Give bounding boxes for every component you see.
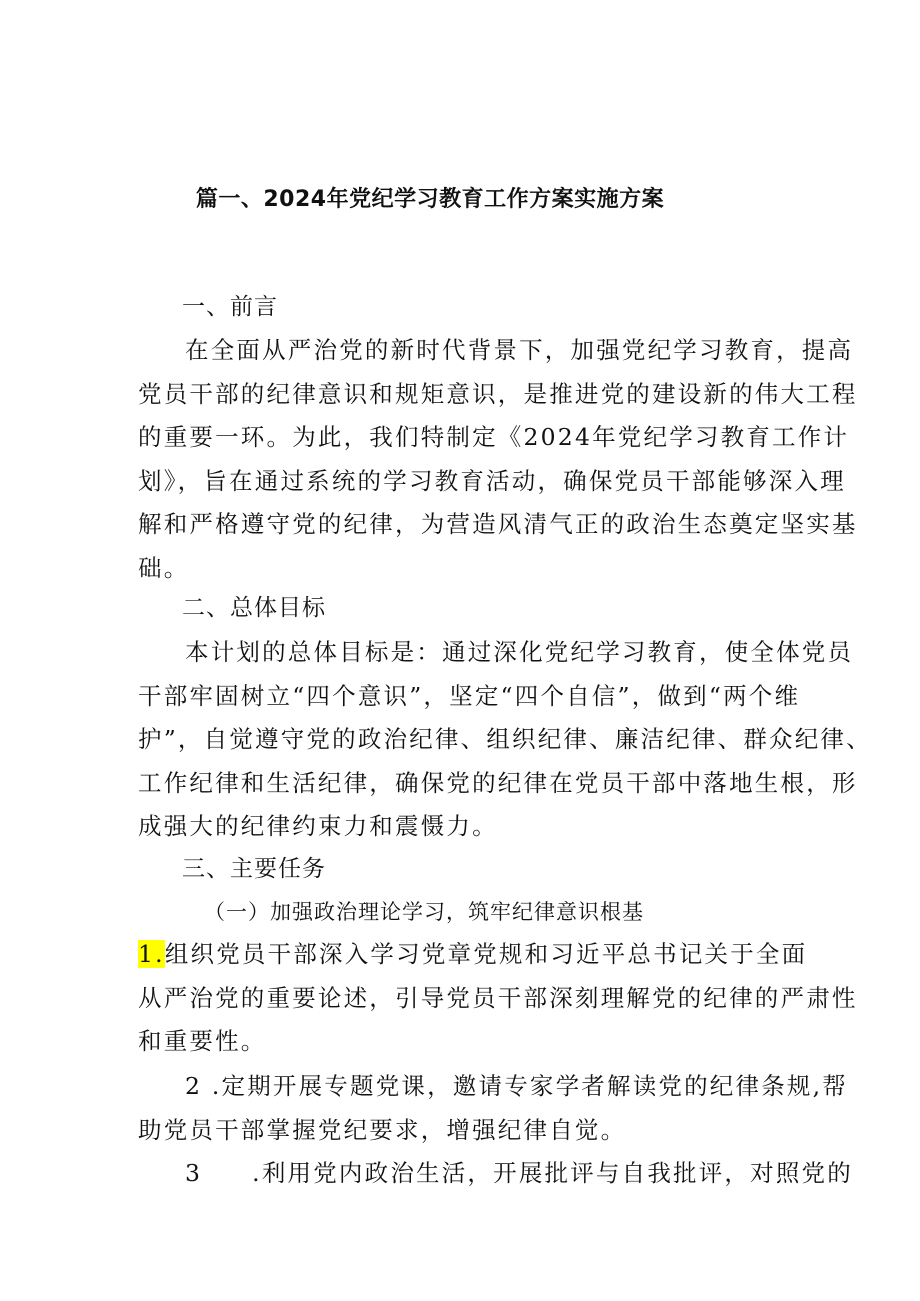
- paragraph-line: 党员干部的纪律意识和规矩意识，是推进党的建设新的伟大工程: [138, 379, 858, 408]
- paragraph-line: 划》，旨在通过系统的学习教育活动，确保党员干部能够深入理: [138, 466, 846, 495]
- task-item-first-line: [138, 1152, 853, 1196]
- paragraph-line: 本计划的总体目标是：通过深化党纪学习教育，使全体党员: [185, 638, 854, 666]
- paragraph-line: 成强大的纪律约束力和震慑力。: [138, 812, 498, 840]
- paragraph-line: 工作纪律和生活纪律，确保党的纪律在党员干部中落地生根，形: [138, 768, 858, 797]
- paragraph-line: 的重要一环。为此，我们特制定《2024年党纪学习教育工作计: [138, 423, 850, 451]
- task-item-2: [138, 1065, 848, 1152]
- task-item-first-line: [138, 933, 808, 977]
- paragraph-line: 护”，自觉遵守党的政治纪律、组织纪律、廉洁纪律、群众纪律、: [138, 725, 872, 753]
- paragraph-line: .定期开展专题党课，邀请专家学者解读党的纪律条规,帮: [211, 1072, 848, 1100]
- section-heading-preface: 一、前言: [182, 294, 278, 320]
- section-goals-body: [138, 631, 872, 849]
- document-title: 篇一、2024年党纪学习教育工作方案实施方案: [195, 187, 665, 212]
- paragraph-line: 干部牢固树立“四个意识”，坚定“四个自信”，做到“两个维: [138, 681, 801, 710]
- section-heading-goals: 二、总体目标: [182, 595, 326, 621]
- paragraph-line: 础。: [138, 553, 190, 582]
- paragraph-line: 组织党员干部深入学习党章党规和习近平总书记关于全面: [164, 940, 808, 968]
- paragraph-line: 助党员干部掌握党纪要求，增强纪律自觉。: [138, 1115, 627, 1144]
- task-item-first-line: [138, 1065, 848, 1109]
- paragraph-line: .利用党内政治生活，开展批评与自我批评，对照党的: [252, 1159, 853, 1187]
- task-item-1: [138, 933, 858, 1064]
- section-heading-tasks: 三、主要任务: [182, 856, 326, 882]
- task-item-3: [138, 1152, 853, 1196]
- paragraph-line: 在全面从严治党的新时代背景下，加强党纪学习教育，提高: [185, 336, 854, 364]
- item-number: 3: [185, 1159, 203, 1187]
- section-preface-body: [138, 329, 858, 590]
- paragraph-line: 解和严格遵守党的纪律，为营造风清气正的政治生态奠定坚实基: [138, 510, 858, 538]
- paragraph-line: 和重要性。: [138, 1027, 267, 1055]
- paragraph-line: 从严治党的重要论述，引导党员干部深刻理解党的纪律的严肃性: [138, 983, 858, 1012]
- item-number: 2: [185, 1072, 203, 1100]
- subsection-heading: （一）加强政治理论学习，筑牢纪律意识根基: [204, 900, 644, 924]
- highlighted-number: 1.: [138, 940, 165, 968]
